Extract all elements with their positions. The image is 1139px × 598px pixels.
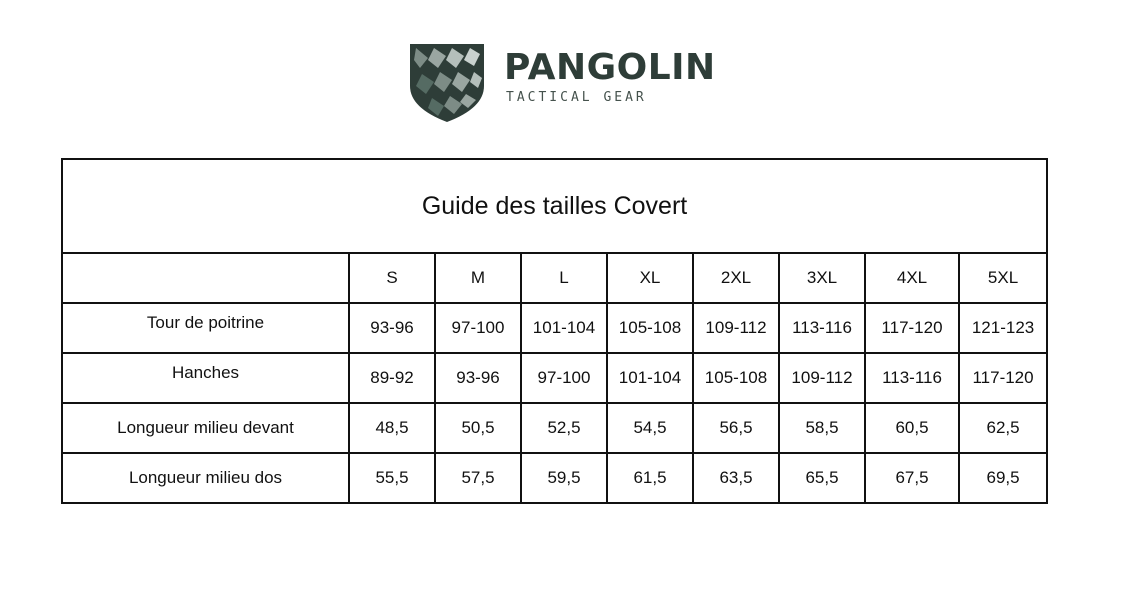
table-cell: 69,5 [959,453,1047,503]
table-cell: 109-112 [693,303,779,353]
table-cell: 101-104 [607,353,693,403]
table-cell: 117-120 [865,303,959,353]
empty-corner-cell [62,253,349,303]
brand-name: PANGOLIN [504,47,716,88]
table-cell: 55,5 [349,453,435,503]
table-row [62,453,1047,503]
size-header: 2XL [693,253,779,303]
table-row [62,303,1047,353]
row-label [62,353,349,403]
table-cell: 101-104 [521,303,607,353]
row-label-text: Hanches [171,363,240,382]
table-cell: 59,5 [521,453,607,503]
table-cell: 105-108 [693,353,779,403]
table-cell: 89-92 [349,353,435,403]
table-cell: 121-123 [959,303,1047,353]
table-cell: 113-116 [865,353,959,403]
table-cell: 67,5 [865,453,959,503]
size-header-row [62,253,1047,303]
row-label-text: Tour de poitrine [146,313,265,332]
size-header: XL [607,253,693,303]
table-cell: 54,5 [607,403,693,453]
table-cell: 50,5 [435,403,521,453]
table-cell: 56,5 [693,403,779,453]
table-cell: 113-116 [779,303,865,353]
table-cell: 52,5 [521,403,607,453]
table-cell: 63,5 [693,453,779,503]
table-cell: 117-120 [959,353,1047,403]
table-cell: 93-96 [349,303,435,353]
row-label: Longueur milieu devant [62,403,349,453]
table-cell: 61,5 [607,453,693,503]
table-cell: 62,5 [959,403,1047,453]
size-header: 5XL [959,253,1047,303]
size-guide-table [61,158,1048,504]
row-label: Longueur milieu dos [62,453,349,503]
table-cell: 60,5 [865,403,959,453]
table-cell: 105-108 [607,303,693,353]
table-cell: 48,5 [349,403,435,453]
brand-subtitle: TACTICAL GEAR [506,90,647,105]
table-cell: 58,5 [779,403,865,453]
size-header: M [435,253,521,303]
size-header: 4XL [865,253,959,303]
size-header: S [349,253,435,303]
row-label [62,303,349,353]
table-row [62,353,1047,403]
size-header: 3XL [779,253,865,303]
table-cell: 97-100 [521,353,607,403]
table-cell: 57,5 [435,453,521,503]
table-row [62,403,1047,453]
table-cell: 93-96 [435,353,521,403]
size-header: L [521,253,607,303]
table-cell: 65,5 [779,453,865,503]
brand-logo [408,42,716,124]
table-cell: 109-112 [779,353,865,403]
pangolin-shield-icon [408,42,486,124]
table-cell: 97-100 [435,303,521,353]
table-title: Guide des tailles Covert [62,159,1047,253]
